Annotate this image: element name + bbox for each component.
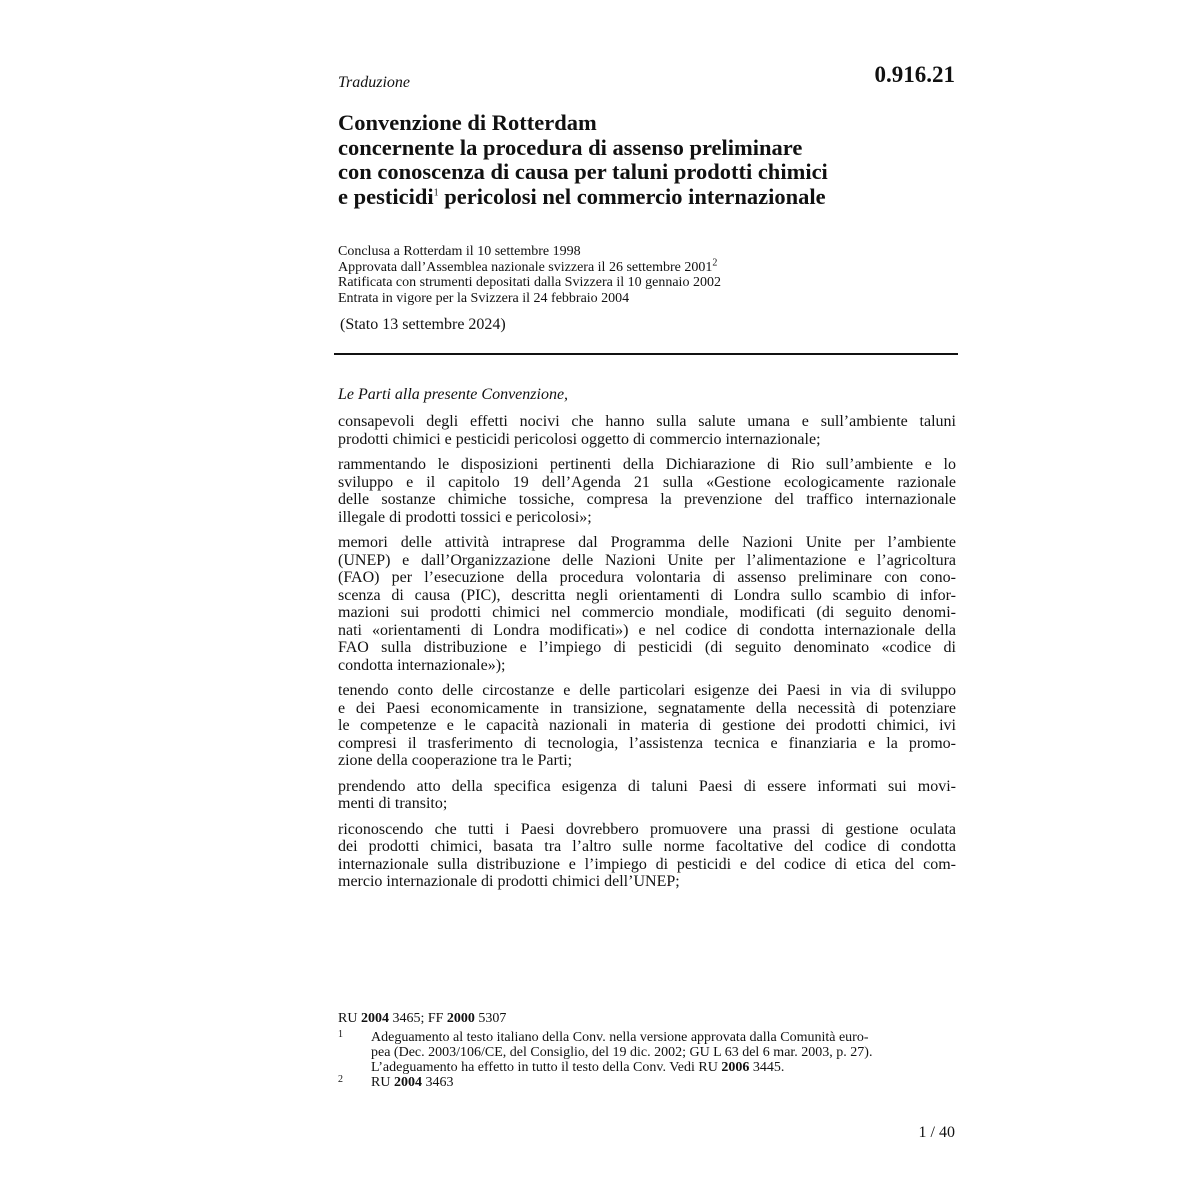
title-line-3: con conoscenza di causa per taluni prodotti chimici [338, 159, 828, 184]
paragraph-line: riconoscendo che tutti i Paesi dovrebbero promuovere una prassi di gestione oculata [338, 820, 956, 838]
paragraph-line: prendendo atto della specifica esigenza di taluni Paesi di essere informati sui movi- [338, 777, 956, 795]
paragraph-line: illegale di prodotti tossici e pericolosi»; [338, 508, 592, 526]
ff-page: 5307 [474, 1011, 507, 1026]
preamble-paragraph [338, 682, 956, 770]
footnote-1 [338, 1030, 958, 1075]
paragraph-line: tenendo conto delle circostanze e delle particolari esigenze dei Paesi in via di sviluppo [338, 682, 956, 699]
paragraph-line: delle sostanze chimiche tossiche, compresa la prevenzione del traffico internazionale [338, 491, 956, 508]
paragraph-line: (UNEP) e dall’Organizzazione delle Nazioni Unite per l’alimentazione e l’agricoltura [338, 551, 956, 569]
paragraph-line: nati «orientamenti di Londra modificati») e nel codice di condotta internazionale della [338, 621, 956, 639]
preamble-intro: Le Parti alla presente Convenzione, [338, 386, 569, 403]
footnote-2-text [371, 1075, 958, 1090]
paragraph-line: compresi il trasferimento di tecnologia, l’assistenza tecnica e finanziaria e la promo- [338, 734, 956, 752]
footnote-2-prefix: RU [371, 1075, 394, 1090]
preamble-body [338, 413, 956, 899]
paragraph-line: rammentando le disposizioni pertinenti della Dichiarazione di Rio sull’ambiente e lo [338, 456, 956, 473]
paragraph-line: menti di transito; [338, 795, 448, 812]
footnote-1-line-2: pea (Dec. 2003/106/CE, del Consiglio, del 19 dic. 2002; GU L 63 del 6 mar. 2003, p. 27). [371, 1045, 873, 1060]
ff-year: 2000 [446, 1011, 475, 1026]
metadata-block [338, 244, 721, 306]
translation-label: Traduzione [338, 74, 411, 91]
paragraph-line: mazioni sui prodotti chimici nel commercio mondiale, modificati (di seguito denomi- [338, 604, 956, 621]
paragraph-line: internazionale sulla distribuzione e l’impiego di pesticidi e del codice di etica del com- [338, 855, 956, 873]
footnote-1-year: 2006 [721, 1060, 750, 1075]
paragraph-line: le competenze e le capacità nazionali in materia di gestione dei prodotti chimici, ivi [338, 717, 956, 734]
title-line-4 [338, 185, 958, 210]
ratified-date: Ratificata con strumenti depositati dalla Svizzera il 10 gennaio 2002 [338, 275, 721, 290]
paragraph-line: mercio internazionale di prodotti chimici dell’UNEP; [338, 873, 680, 890]
ru-prefix: RU [338, 1011, 361, 1026]
ru-page: 3465; FF [388, 1011, 447, 1026]
sr-number: 0.916.21 [874, 62, 955, 87]
footnote-1-number: 1 [338, 1029, 343, 1040]
approved-text: Approvata dall’Assemblea nazionale svizzera il 26 settembre 2001 [338, 259, 713, 275]
page-number: 1 / 40 [918, 1124, 955, 1141]
paragraph-line: condotta internazionale»); [338, 656, 506, 674]
preamble-paragraph [338, 534, 956, 674]
footnote-ref-2[interactable]: 2 [712, 256, 718, 268]
paragraph-line: sviluppo e il capitolo 19 dell’Agenda 21 sulla «Gestione ecologicamente razionale [338, 473, 956, 491]
paragraph-line: (FAO) per l’esecuzione della procedura volontaria di assenso preliminare con cono- [338, 569, 956, 586]
preamble-paragraph [338, 778, 956, 813]
ru-year: 2004 [360, 1011, 389, 1026]
paragraph-line: scenza di causa (PIC), descritta negli orientamenti di Londra sullo scambio di infor- [338, 586, 956, 604]
paragraph-line: memori delle attività intraprese dal Programma delle Nazioni Unite per l’ambiente [338, 534, 956, 551]
title-line-1: Convenzione di Rotterdam [338, 110, 597, 135]
title-line-2: concernente la procedura di assenso preliminare [338, 134, 803, 160]
header-divider [334, 353, 958, 355]
footnote-2-number: 2 [338, 1074, 343, 1085]
footnote-2-page: 3463 [421, 1075, 454, 1090]
concluded-date: Conclusa a Rotterdam il 10 settembre 1998 [338, 244, 581, 259]
preamble-paragraph [338, 413, 956, 448]
paragraph-line: consapevoli degli effetti nocivi che hanno sulla salute umana e sull’ambiente taluni [338, 413, 956, 430]
official-reference [338, 1011, 958, 1026]
preamble-paragraph [338, 456, 956, 526]
approved-date [338, 256, 721, 276]
footnote-1-line-3-text: L’adeguamento ha effetto in tutto il testo della Conv. Vedi RU [371, 1060, 722, 1075]
title-line-4-end: pericolosi nel commercio internazionale [438, 183, 826, 209]
footnote-2-year: 2004 [393, 1075, 422, 1090]
document-title [338, 111, 958, 209]
footnote-1-page: 3445. [749, 1060, 785, 1075]
in-force-date: Entrata in vigore per la Svizzera il 24 febbraio 2004 [338, 290, 630, 306]
paragraph-line: zione della cooperazione tra le Parti; [338, 752, 573, 769]
paragraph-line: e dei Paesi economicamente in transizione, segnatamente della necessità di potenziare [338, 699, 956, 717]
preamble-paragraph [338, 821, 956, 891]
paragraph-line: dei prodotti chimici, basata tra l’altro sulle norme facoltative del codice di condotta [338, 838, 956, 855]
footnote-2 [338, 1075, 958, 1090]
title-line-4-start: e pesticidi [338, 183, 434, 209]
paragraph-line: FAO sulla distribuzione e l’impiego di pesticidi (di seguito denominato «codice di [338, 639, 956, 656]
status-date: (Stato 13 settembre 2024) [340, 316, 506, 333]
footnote-1-line-1: Adeguamento al testo italiano della Conv. nella versione approvata dalla Comunità euro- [371, 1030, 869, 1045]
footnotes-block [338, 1011, 958, 1090]
footnote-ref-1[interactable]: 1 [433, 187, 439, 198]
footnote-1-line-3 [371, 1060, 958, 1075]
paragraph-line: prodotti chimici e pesticidi pericolosi oggetto di commercio internazionale; [338, 430, 821, 448]
